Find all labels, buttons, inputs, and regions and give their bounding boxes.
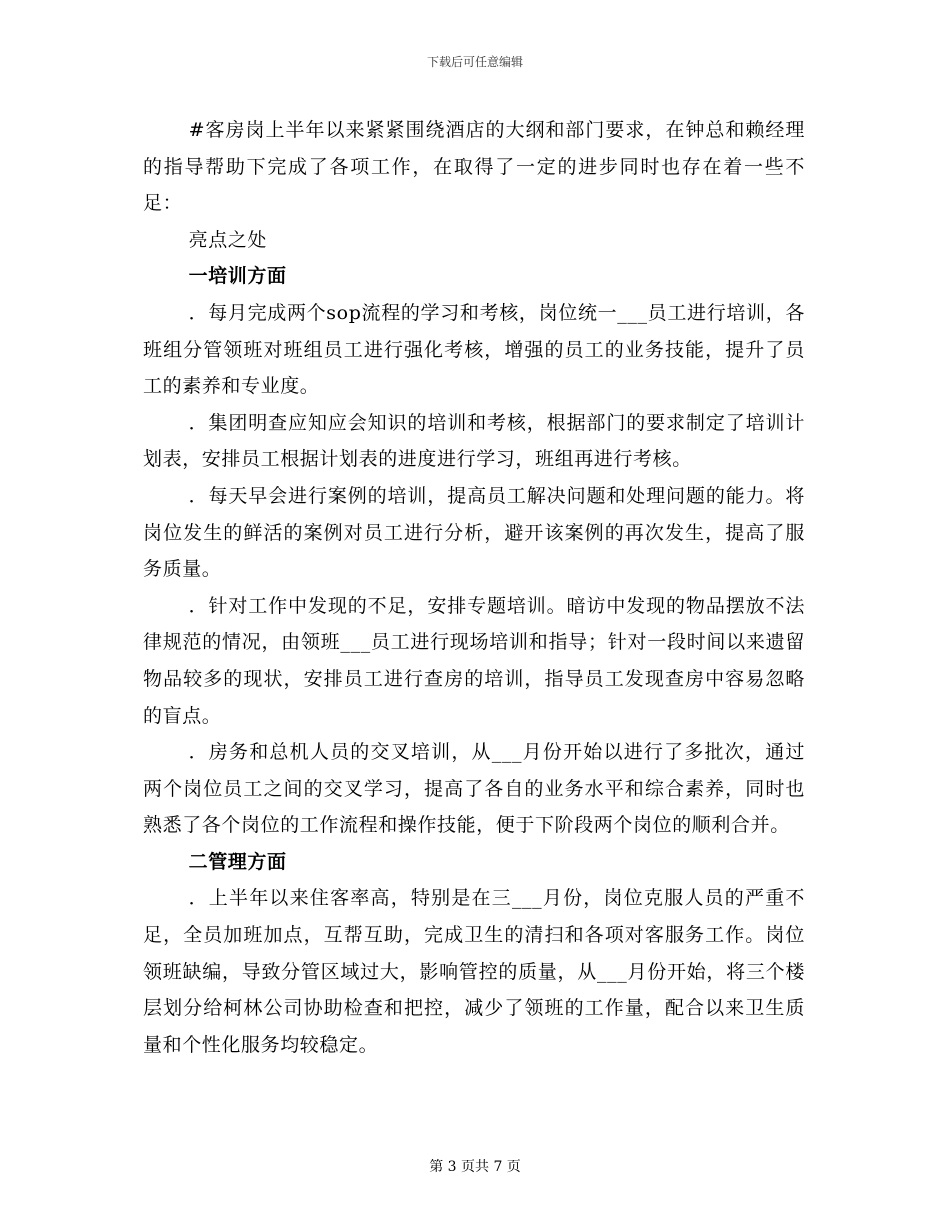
page-header: 下载后可任意编辑: [426, 55, 523, 69]
highlights-label: 亮点之处: [188, 228, 267, 251]
page-footer: 第 3 页共 7 页: [429, 1159, 521, 1175]
training-item-2: ．集团明查应知应会知识的培训和考核，根据部门的要求制定了培训计划表，安排员工根据计划表的进度进行学习，班组再进行考核。: [143, 411, 805, 471]
intro-paragraph: #客房岗上半年以来紧紧围绕酒店的大纲和部门要求，在钟总和赖经理的指导帮助下完成了各项工作，在取得了一定的进步同时也存在着一些不足：: [143, 119, 805, 215]
management-item-1: ．上半年以来住客率高，特别是在三___月份，岗位克服人员的严重不足，全员加班加点，互帮互助，完成卫生的清扫和各项对客服务工作。岗位领班缺编，导致分管区域过大，影响管控的质量，从___月份开始，将三个楼层划分给柯林公司协助检查和把控，减少了领班的工作量，配合以来卫生质量和个性化服务均较稳定。: [143, 887, 805, 1056]
training-item-1: ．每月完成两个sop流程的学习和考核，岗位统一___员工进行培训，各班组分管领班对班组员工进行强化考核，增强的员工的业务技能，提升了员工的素养和专业度。: [143, 301, 805, 398]
training-item-5: ．房务和总机人员的交叉培训，从___月份开始以进行了多批次，通过两个岗位员工之间的交叉学习，提高了各自的业务水平和综合素养，同时也熟悉了各个岗位的工作流程和操作技能，便于下阶段两个岗位的顺利合并。: [143, 741, 805, 837]
section-heading-training: 一培训方面: [188, 265, 287, 288]
document-body: [143, 112, 805, 1063]
training-item-4: ．针对工作中发现的不足，安排专题培训。暗访中发现的物品摆放不法律规范的情况，由领班___员工进行现场培训和指导；针对一段时间以来遗留物品较多的现状，安排员工进行查房的培训，指导员工发现查房中容易忽略的盲点。: [143, 594, 805, 727]
training-item-3: ．每天早会进行案例的培训，提高员工解决问题和处理问题的能力。将岗位发生的鲜活的案例对员工进行分析，避开该案例的再次发生，提高了服务质量。: [143, 484, 805, 581]
section-heading-management: 二管理方面: [188, 850, 287, 873]
